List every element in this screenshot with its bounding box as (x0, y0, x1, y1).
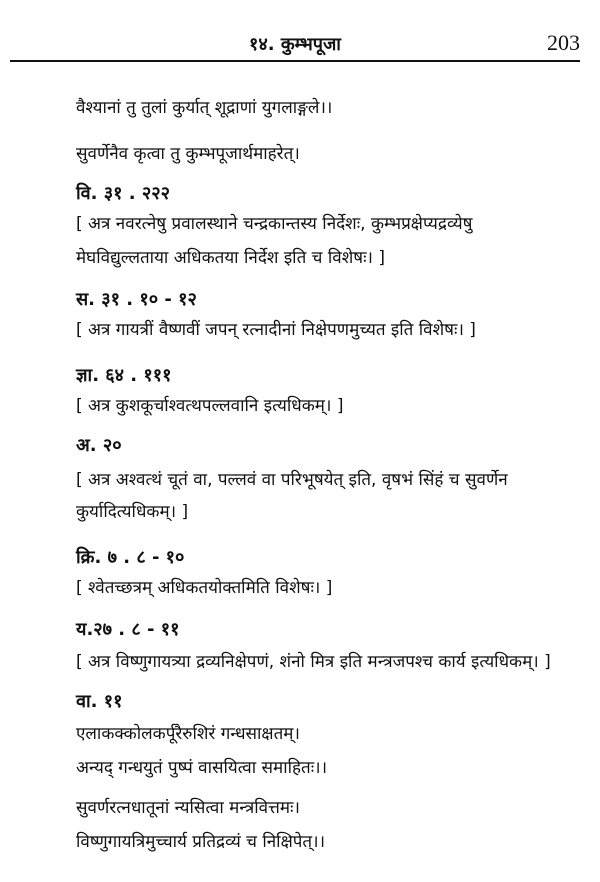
verse-line: सुवर्णरत्नधातूनां न्यसित्वा मन्त्रवित्तमः। (76, 798, 300, 818)
section-heading: य.२७ . ८ - ११ (76, 619, 180, 640)
note-line: [ अत्र कुशकूर्चाश्वत्थपल्लवानि इत्यधिकम्। ] (76, 396, 344, 416)
page-number: 203 (547, 30, 580, 55)
note-line: कुर्यादित्यधिकम्। ] (76, 502, 189, 522)
verse-line: विष्णुगायत्रिमुच्चार्य प्रतिद्रव्यं च निक्षिपेत्।। (76, 832, 326, 852)
header-rule (10, 60, 580, 62)
note-line: [ श्वेतच्छत्रम् अधिकतयोक्तमिति विशेषः। ] (76, 578, 333, 598)
verse-line: अन्यद् गन्धयुतं पुष्पं वासयित्वा समाहितः।। (76, 758, 328, 778)
chapter-title: १४. कुम्भपूजा (249, 34, 341, 55)
section-heading: अ. २० (76, 435, 122, 456)
section-heading: वा. ११ (76, 691, 123, 712)
note-line: [ अत्र गायत्रीं वैष्णवीं जपन् रत्नादीनां निक्षेपणमुच्यत इति विशेषः। ] (76, 320, 476, 340)
note-line: [ अत्र विष्णुगायत्र्या द्रव्यनिक्षेपणं, शंनो मित्र इति मन्त्रजपश्च कार्य इत्यधिकम्। ] (76, 652, 551, 672)
note-line: [ अत्र अश्वत्थं चूतं वा, पल्लवं वा परिभूषयेत् इति, वृषभं सिंहं च सुवर्णेन (76, 470, 508, 490)
section-heading: स. ३१ . १० - १२ (76, 289, 197, 310)
verse-line: एलाकक्कोलकर्पूरैरुशिरं गन्धसाक्षतम्। (76, 724, 300, 744)
page-header (10, 30, 580, 62)
section-heading: ज्ञा. ६४ . १११ (76, 365, 172, 386)
section-heading: वि. ३१ . २२२ (76, 183, 170, 204)
note-line: [ अत्र नवरत्नेषु प्रवालस्थाने चन्द्रकान्तस्य निर्देशः, कुम्भप्रक्षेप्यद्रव्येषु (76, 214, 473, 234)
note-line: मेघविद्युल्लताया अधिकतया निर्देश इति च विशेषः। ] (76, 248, 386, 268)
section-heading: क्रि. ७ . ८ - १० (76, 547, 185, 568)
verse-line: सुवर्णेनैव कृत्वा तु कुम्भपूजार्थमाहरेत्। (76, 144, 300, 164)
verse-line: वैश्यानां तु तुलां कुर्यात् शूद्राणां युगलाङ्गले।। (76, 98, 333, 118)
